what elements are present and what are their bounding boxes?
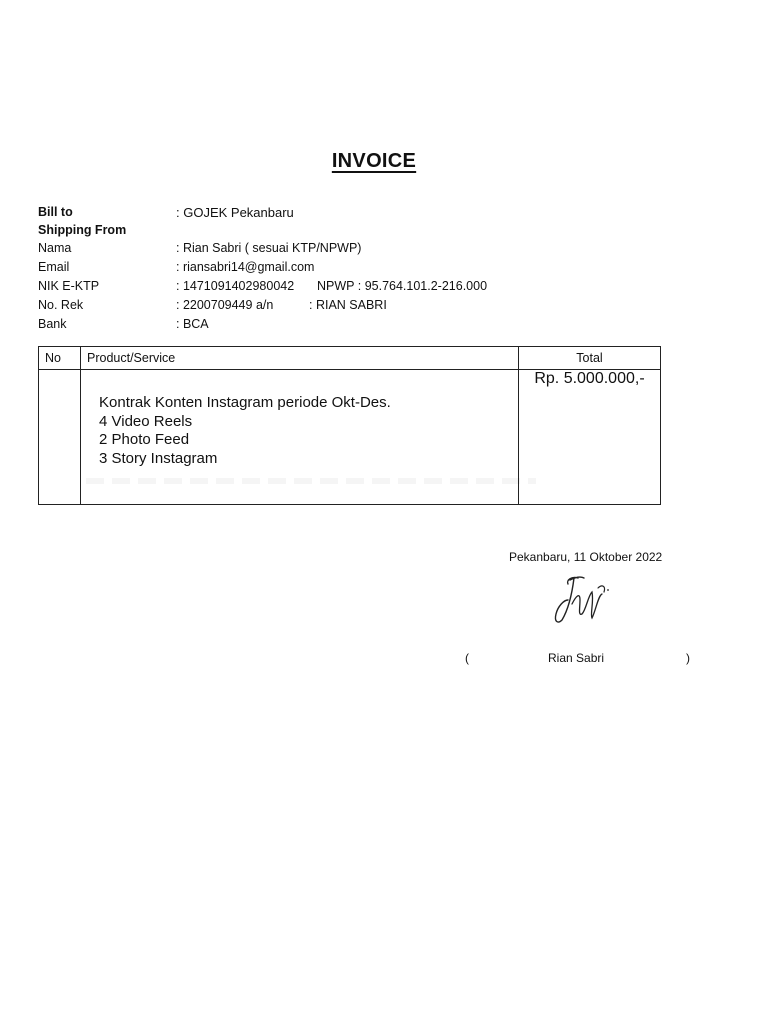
- signature-image: [548, 566, 622, 642]
- header-total: Total: [519, 347, 661, 370]
- faint-scan-marks: [86, 478, 536, 484]
- email-label: Email: [38, 260, 70, 274]
- invoice-title: INVOICE: [331, 150, 417, 172]
- header-product: Product/Service: [81, 347, 519, 370]
- place-date: Pekanbaru, 11 Oktober 2022: [509, 550, 663, 564]
- shipping-from-label: Shipping From: [38, 223, 127, 237]
- nama-label: Nama: [38, 241, 72, 255]
- table-header-row: [39, 347, 661, 370]
- item-description-cell: [81, 370, 519, 505]
- signer-paren-close: ): [686, 651, 690, 665]
- rek-label: No. Rek: [38, 298, 84, 312]
- nik-label: NIK E-KTP: [38, 279, 100, 293]
- bank-label: Bank: [38, 317, 67, 331]
- item-no-cell: [39, 370, 81, 505]
- signer-paren-open: (: [465, 651, 469, 665]
- npwp-value: NPWP : 95.764.101.2-216.000: [317, 279, 488, 293]
- rek-value: : 2200709449 a/n: [176, 298, 274, 312]
- item-line: 3 Story Instagram: [99, 449, 218, 467]
- item-line: 4 Video Reels: [99, 412, 193, 430]
- bill-to-label: Bill to: [38, 205, 73, 219]
- signer-name: Rian Sabri: [548, 651, 605, 665]
- nama-value: : Rian Sabri ( sesuai KTP/NPWP): [176, 241, 362, 255]
- bank-value: : BCA: [176, 317, 209, 331]
- header-no: No: [39, 347, 81, 370]
- item-line: Kontrak Konten Instagram periode Okt-Des.: [99, 394, 391, 411]
- rek-name: : RIAN SABRI: [309, 298, 387, 312]
- table-row: [39, 370, 661, 505]
- item-line: 2 Photo Feed: [99, 431, 190, 448]
- email-value: : riansabri14@gmail.com: [176, 260, 315, 274]
- item-total: Rp. 5.000.000,-: [519, 370, 661, 505]
- nik-value: : 1471091402980042: [176, 279, 295, 293]
- bill-to-value: : GOJEK Pekanbaru: [176, 205, 294, 220]
